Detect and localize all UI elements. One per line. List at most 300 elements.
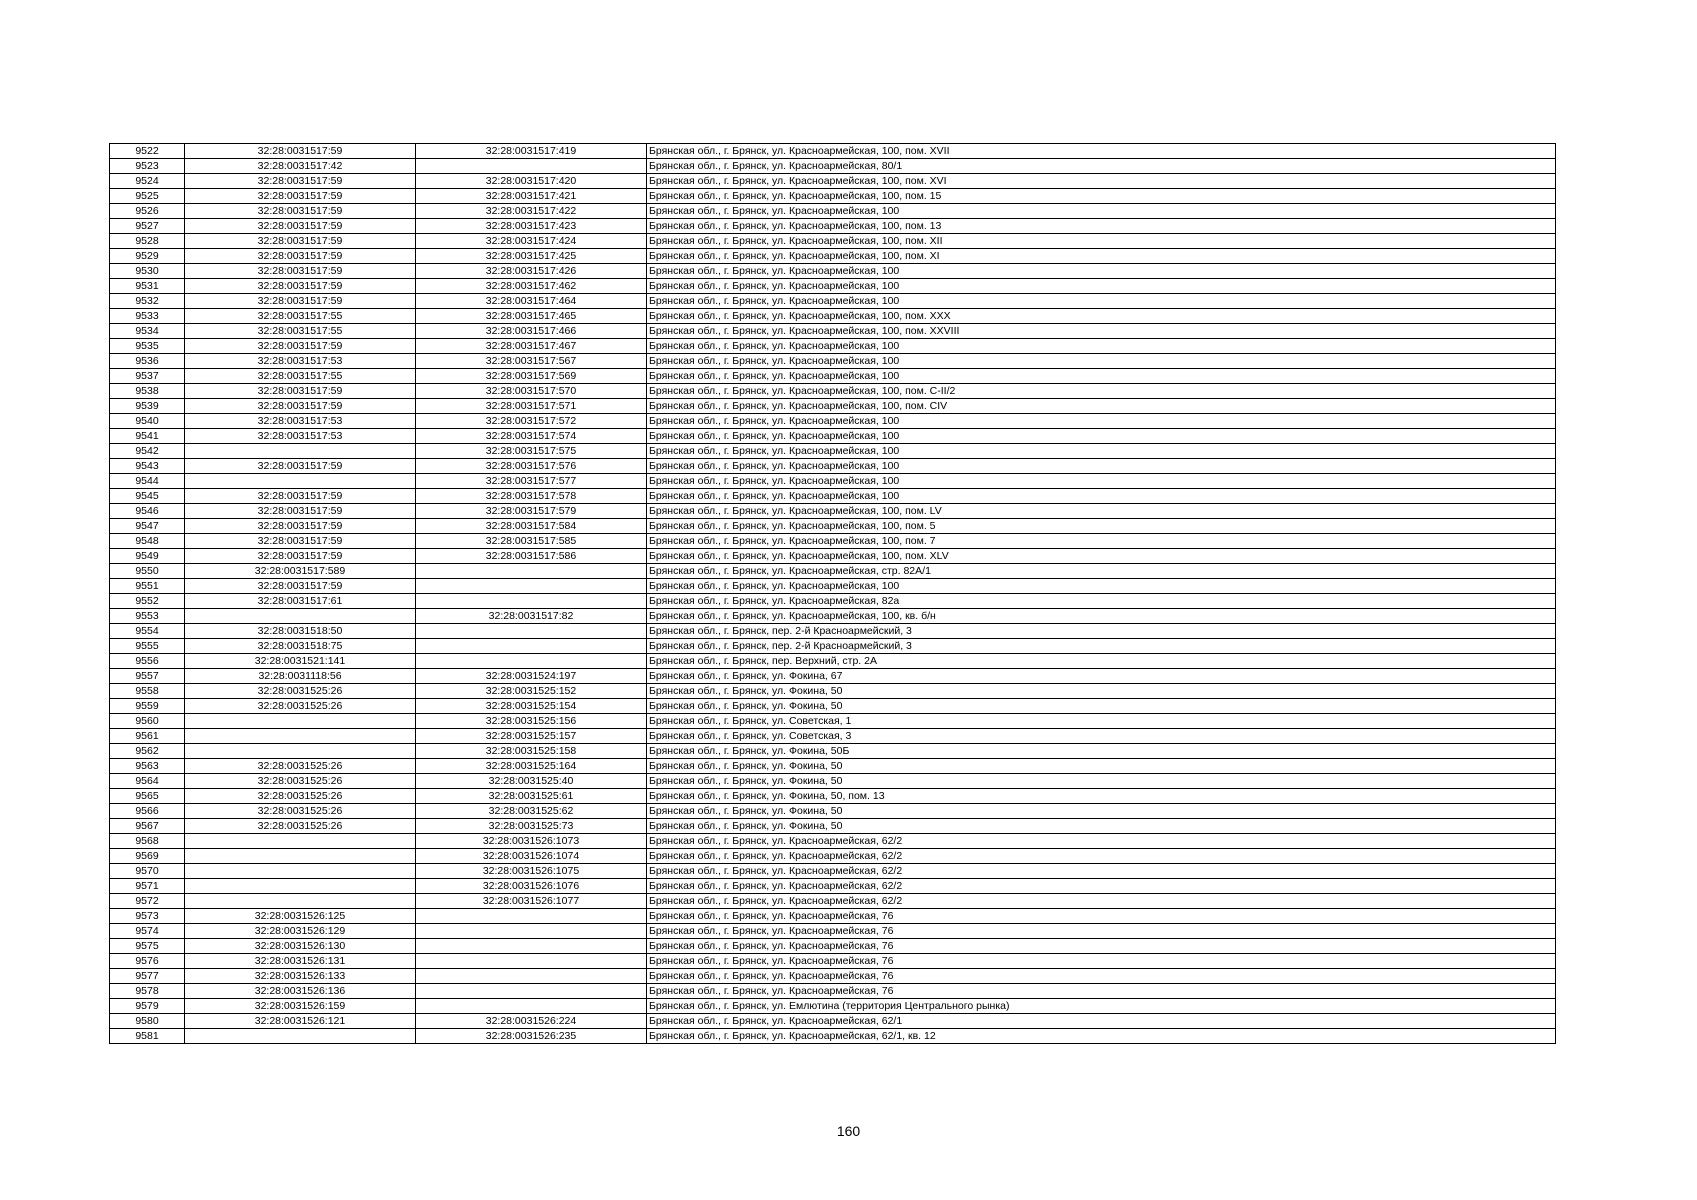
row-number-cell: 9561 bbox=[110, 729, 185, 744]
parcel-number-cell: 32:28:0031517:53 bbox=[185, 429, 416, 444]
object-number-cell: 32:28:0031526:1077 bbox=[416, 894, 647, 909]
object-number-cell: 32:28:0031526:1076 bbox=[416, 879, 647, 894]
object-number-cell: 32:28:0031517:419 bbox=[416, 144, 647, 159]
address-cell: Брянская обл., г. Брянск, ул. Красноармейская, 100, пом. 13 bbox=[647, 219, 1556, 234]
object-number-cell: 32:28:0031517:575 bbox=[416, 444, 647, 459]
table-row bbox=[110, 729, 1556, 744]
object-number-cell bbox=[416, 954, 647, 969]
object-number-cell: 32:28:0031517:584 bbox=[416, 519, 647, 534]
parcel-number-cell bbox=[185, 834, 416, 849]
parcel-number-cell: 32:28:0031517:59 bbox=[185, 189, 416, 204]
parcel-number-cell bbox=[185, 1029, 416, 1044]
table-row bbox=[110, 774, 1556, 789]
object-number-cell: 32:28:0031517:585 bbox=[416, 534, 647, 549]
parcel-number-cell: 32:28:0031517:53 bbox=[185, 414, 416, 429]
parcel-number-cell bbox=[185, 609, 416, 624]
address-cell: Брянская обл., г. Брянск, ул. Красноармейская, 62/2 bbox=[647, 879, 1556, 894]
table-row bbox=[110, 144, 1556, 159]
address-cell: Брянская обл., г. Брянск, ул. Красноармейская, 100 bbox=[647, 339, 1556, 354]
row-number-cell: 9559 bbox=[110, 699, 185, 714]
table-row bbox=[110, 969, 1556, 984]
parcel-number-cell bbox=[185, 864, 416, 879]
parcel-number-cell: 32:28:0031525:26 bbox=[185, 804, 416, 819]
table-row bbox=[110, 654, 1556, 669]
object-number-cell: 32:28:0031524:197 bbox=[416, 669, 647, 684]
parcel-number-cell: 32:28:0031526:121 bbox=[185, 1014, 416, 1029]
object-number-cell: 32:28:0031525:158 bbox=[416, 744, 647, 759]
table-row bbox=[110, 384, 1556, 399]
object-number-cell bbox=[416, 594, 647, 609]
parcel-number-cell: 32:28:0031517:59 bbox=[185, 384, 416, 399]
table-row bbox=[110, 504, 1556, 519]
address-cell: Брянская обл., г. Брянск, ул. Фокина, 50 bbox=[647, 804, 1556, 819]
object-number-cell: 32:28:0031517:579 bbox=[416, 504, 647, 519]
address-cell: Брянская обл., г. Брянск, ул. Красноармейская, 76 bbox=[647, 984, 1556, 999]
parcel-number-cell bbox=[185, 729, 416, 744]
table-row bbox=[110, 984, 1556, 999]
object-number-cell bbox=[416, 909, 647, 924]
row-number-cell: 9527 bbox=[110, 219, 185, 234]
parcel-number-cell: 32:28:0031526:125 bbox=[185, 909, 416, 924]
address-cell: Брянская обл., г. Брянск, пер. 2-й Красноармейский, 3 bbox=[647, 624, 1556, 639]
parcel-number-cell: 32:28:0031517:59 bbox=[185, 579, 416, 594]
table-row bbox=[110, 369, 1556, 384]
table-row bbox=[110, 444, 1556, 459]
object-number-cell: 32:28:0031526:235 bbox=[416, 1029, 647, 1044]
address-cell: Брянская обл., г. Брянск, ул. Красноармейская, 100 bbox=[647, 429, 1556, 444]
registry-table-body bbox=[110, 144, 1556, 1044]
row-number-cell: 9579 bbox=[110, 999, 185, 1014]
parcel-number-cell: 32:28:0031517:55 bbox=[185, 324, 416, 339]
address-cell: Брянская обл., г. Брянск, ул. Красноармейская, 100, пом. XLV bbox=[647, 549, 1556, 564]
table-row bbox=[110, 414, 1556, 429]
object-number-cell: 32:28:0031525:157 bbox=[416, 729, 647, 744]
row-number-cell: 9549 bbox=[110, 549, 185, 564]
row-number-cell: 9535 bbox=[110, 339, 185, 354]
table-row bbox=[110, 609, 1556, 624]
object-number-cell: 32:28:0031517:576 bbox=[416, 459, 647, 474]
parcel-number-cell: 32:28:0031526:159 bbox=[185, 999, 416, 1014]
row-number-cell: 9564 bbox=[110, 774, 185, 789]
address-cell: Брянская обл., г. Брянск, ул. Красноармейская, 62/1 bbox=[647, 1014, 1556, 1029]
address-cell: Брянская обл., г. Брянск, ул. Красноармейская, 100, пом. XVI bbox=[647, 174, 1556, 189]
table-row bbox=[110, 399, 1556, 414]
address-cell: Брянская обл., г. Брянск, ул. Красноармейская, 100, кв. б/н bbox=[647, 609, 1556, 624]
parcel-number-cell: 32:28:0031517:59 bbox=[185, 144, 416, 159]
address-cell: Брянская обл., г. Брянск, ул. Красноармейская, 100 bbox=[647, 204, 1556, 219]
parcel-number-cell: 32:28:0031517:59 bbox=[185, 219, 416, 234]
address-cell: Брянская обл., г. Брянск, ул. Красноармейская, 80/1 bbox=[647, 159, 1556, 174]
object-number-cell bbox=[416, 624, 647, 639]
object-number-cell: 32:28:0031525:156 bbox=[416, 714, 647, 729]
parcel-number-cell bbox=[185, 894, 416, 909]
object-number-cell: 32:28:0031526:1073 bbox=[416, 834, 647, 849]
address-cell: Брянская обл., г. Брянск, ул. Красноармейская, 100, пом. С-II/2 bbox=[647, 384, 1556, 399]
row-number-cell: 9556 bbox=[110, 654, 185, 669]
address-cell: Брянская обл., г. Брянск, ул. Красноармейская, 100, пом. CIV bbox=[647, 399, 1556, 414]
object-number-cell bbox=[416, 654, 647, 669]
table-row bbox=[110, 669, 1556, 684]
table-row bbox=[110, 999, 1556, 1014]
row-number-cell: 9555 bbox=[110, 639, 185, 654]
parcel-number-cell: 32:28:0031517:59 bbox=[185, 204, 416, 219]
object-number-cell bbox=[416, 639, 647, 654]
table-row bbox=[110, 804, 1556, 819]
parcel-number-cell: 32:28:0031526:133 bbox=[185, 969, 416, 984]
table-row bbox=[110, 534, 1556, 549]
parcel-number-cell: 32:28:0031517:59 bbox=[185, 459, 416, 474]
parcel-number-cell bbox=[185, 444, 416, 459]
address-cell: Брянская обл., г. Брянск, ул. Красноармейская, 100 bbox=[647, 294, 1556, 309]
parcel-number-cell: 32:28:0031517:53 bbox=[185, 354, 416, 369]
address-cell: Брянская обл., г. Брянск, ул. Красноармейская, 100, пом. XXVIII bbox=[647, 324, 1556, 339]
object-number-cell: 32:28:0031517:420 bbox=[416, 174, 647, 189]
registry-table bbox=[109, 143, 1556, 1044]
table-row bbox=[110, 1029, 1556, 1044]
address-cell: Брянская обл., г. Брянск, ул. Красноармейская, 100, пом. LV bbox=[647, 504, 1556, 519]
row-number-cell: 9571 bbox=[110, 879, 185, 894]
row-number-cell: 9557 bbox=[110, 669, 185, 684]
parcel-number-cell: 32:28:0031525:26 bbox=[185, 699, 416, 714]
address-cell: Брянская обл., г. Брянск, ул. Красноармейская, 76 bbox=[647, 939, 1556, 954]
address-cell: Брянская обл., г. Брянск, ул. Советская, 3 bbox=[647, 729, 1556, 744]
parcel-number-cell: 32:28:0031517:59 bbox=[185, 534, 416, 549]
parcel-number-cell: 32:28:0031525:26 bbox=[185, 759, 416, 774]
address-cell: Брянская обл., г. Брянск, ул. Красноармейская, стр. 82А/1 bbox=[647, 564, 1556, 579]
object-number-cell: 32:28:0031517:572 bbox=[416, 414, 647, 429]
row-number-cell: 9522 bbox=[110, 144, 185, 159]
row-number-cell: 9546 bbox=[110, 504, 185, 519]
row-number-cell: 9575 bbox=[110, 939, 185, 954]
row-number-cell: 9541 bbox=[110, 429, 185, 444]
parcel-number-cell: 32:28:0031517:59 bbox=[185, 549, 416, 564]
row-number-cell: 9526 bbox=[110, 204, 185, 219]
object-number-cell bbox=[416, 924, 647, 939]
parcel-number-cell: 32:28:0031517:59 bbox=[185, 279, 416, 294]
row-number-cell: 9558 bbox=[110, 684, 185, 699]
table-row bbox=[110, 204, 1556, 219]
row-number-cell: 9574 bbox=[110, 924, 185, 939]
table-row bbox=[110, 714, 1556, 729]
row-number-cell: 9545 bbox=[110, 489, 185, 504]
parcel-number-cell: 32:28:0031517:59 bbox=[185, 339, 416, 354]
address-cell: Брянская обл., г. Брянск, ул. Фокина, 50 bbox=[647, 699, 1556, 714]
address-cell: Брянская обл., г. Брянск, ул. Красноармейская, 76 bbox=[647, 969, 1556, 984]
table-row bbox=[110, 954, 1556, 969]
table-row bbox=[110, 549, 1556, 564]
parcel-number-cell: 32:28:0031118:56 bbox=[185, 669, 416, 684]
object-number-cell: 32:28:0031517:462 bbox=[416, 279, 647, 294]
object-number-cell: 32:28:0031525:62 bbox=[416, 804, 647, 819]
row-number-cell: 9523 bbox=[110, 159, 185, 174]
table-row bbox=[110, 879, 1556, 894]
table-row bbox=[110, 909, 1556, 924]
address-cell: Брянская обл., г. Брянск, ул. Фокина, 50Б bbox=[647, 744, 1556, 759]
table-row bbox=[110, 249, 1556, 264]
table-row bbox=[110, 324, 1556, 339]
object-number-cell: 32:28:0031517:571 bbox=[416, 399, 647, 414]
table-row bbox=[110, 159, 1556, 174]
row-number-cell: 9566 bbox=[110, 804, 185, 819]
table-row bbox=[110, 189, 1556, 204]
parcel-number-cell: 32:28:0031517:59 bbox=[185, 504, 416, 519]
address-cell: Брянская обл., г. Брянск, ул. Красноармейская, 100, пом. 15 bbox=[647, 189, 1556, 204]
object-number-cell bbox=[416, 564, 647, 579]
parcel-number-cell: 32:28:0031526:130 bbox=[185, 939, 416, 954]
parcel-number-cell bbox=[185, 744, 416, 759]
object-number-cell: 32:28:0031517:569 bbox=[416, 369, 647, 384]
parcel-number-cell bbox=[185, 714, 416, 729]
table-row bbox=[110, 1014, 1556, 1029]
address-cell: Брянская обл., г. Брянск, пер. 2-й Красноармейский, 3 bbox=[647, 639, 1556, 654]
address-cell: Брянская обл., г. Брянск, ул. Красноармейская, 82а bbox=[647, 594, 1556, 609]
table-row bbox=[110, 309, 1556, 324]
address-cell: Брянская обл., г. Брянск, ул. Красноармейская, 100 bbox=[647, 579, 1556, 594]
row-number-cell: 9530 bbox=[110, 264, 185, 279]
table-row bbox=[110, 744, 1556, 759]
row-number-cell: 9531 bbox=[110, 279, 185, 294]
table-row bbox=[110, 834, 1556, 849]
row-number-cell: 9534 bbox=[110, 324, 185, 339]
table-row bbox=[110, 924, 1556, 939]
address-cell: Брянская обл., г. Брянск, ул. Красноармейская, 76 bbox=[647, 909, 1556, 924]
row-number-cell: 9580 bbox=[110, 1014, 185, 1029]
row-number-cell: 9569 bbox=[110, 849, 185, 864]
parcel-number-cell: 32:28:0031525:26 bbox=[185, 789, 416, 804]
object-number-cell: 32:28:0031517:424 bbox=[416, 234, 647, 249]
row-number-cell: 9524 bbox=[110, 174, 185, 189]
object-number-cell: 32:28:0031517:578 bbox=[416, 489, 647, 504]
table-row bbox=[110, 339, 1556, 354]
address-cell: Брянская обл., г. Брянск, ул. Фокина, 50 bbox=[647, 774, 1556, 789]
row-number-cell: 9548 bbox=[110, 534, 185, 549]
parcel-number-cell: 32:28:0031517:55 bbox=[185, 369, 416, 384]
row-number-cell: 9538 bbox=[110, 384, 185, 399]
address-cell: Брянская обл., г. Брянск, ул. Красноармейская, 100 bbox=[647, 474, 1556, 489]
object-number-cell: 32:28:0031517:426 bbox=[416, 264, 647, 279]
table-row bbox=[110, 354, 1556, 369]
row-number-cell: 9565 bbox=[110, 789, 185, 804]
row-number-cell: 9562 bbox=[110, 744, 185, 759]
row-number-cell: 9560 bbox=[110, 714, 185, 729]
row-number-cell: 9570 bbox=[110, 864, 185, 879]
parcel-number-cell: 32:28:0031517:42 bbox=[185, 159, 416, 174]
address-cell: Брянская обл., г. Брянск, ул. Красноармейская, 76 bbox=[647, 954, 1556, 969]
row-number-cell: 9540 bbox=[110, 414, 185, 429]
table-row bbox=[110, 639, 1556, 654]
parcel-number-cell: 32:28:0031517:589 bbox=[185, 564, 416, 579]
parcel-number-cell: 32:28:0031518:50 bbox=[185, 624, 416, 639]
object-number-cell bbox=[416, 159, 647, 174]
address-cell: Брянская обл., г. Брянск, ул. Красноармейская, 62/1, кв. 12 bbox=[647, 1029, 1556, 1044]
object-number-cell: 32:28:0031526:224 bbox=[416, 1014, 647, 1029]
row-number-cell: 9552 bbox=[110, 594, 185, 609]
table-row bbox=[110, 219, 1556, 234]
address-cell: Брянская обл., г. Брянск, ул. Красноармейская, 76 bbox=[647, 924, 1556, 939]
object-number-cell: 32:28:0031525:164 bbox=[416, 759, 647, 774]
object-number-cell bbox=[416, 579, 647, 594]
row-number-cell: 9547 bbox=[110, 519, 185, 534]
row-number-cell: 9539 bbox=[110, 399, 185, 414]
row-number-cell: 9550 bbox=[110, 564, 185, 579]
address-cell: Брянская обл., г. Брянск, ул. Фокина, 50, пом. 13 bbox=[647, 789, 1556, 804]
table-row bbox=[110, 594, 1556, 609]
address-cell: Брянская обл., г. Брянск, ул. Красноармейская, 100 bbox=[647, 264, 1556, 279]
row-number-cell: 9537 bbox=[110, 369, 185, 384]
address-cell: Брянская обл., г. Брянск, ул. Фокина, 67 bbox=[647, 669, 1556, 684]
table-row bbox=[110, 459, 1556, 474]
row-number-cell: 9532 bbox=[110, 294, 185, 309]
row-number-cell: 9542 bbox=[110, 444, 185, 459]
address-cell: Брянская обл., г. Брянск, ул. Красноармейская, 100, пом. 5 bbox=[647, 519, 1556, 534]
table-row bbox=[110, 819, 1556, 834]
table-row bbox=[110, 624, 1556, 639]
address-cell: Брянская обл., г. Брянск, ул. Емлютина (территория Центрального рынка) bbox=[647, 999, 1556, 1014]
parcel-number-cell: 32:28:0031517:59 bbox=[185, 249, 416, 264]
address-cell: Брянская обл., г. Брянск, ул. Фокина, 50 bbox=[647, 759, 1556, 774]
parcel-number-cell: 32:28:0031517:59 bbox=[185, 264, 416, 279]
address-cell: Брянская обл., г. Брянск, ул. Советская, 1 bbox=[647, 714, 1556, 729]
page-number: 160 bbox=[836, 1123, 861, 1139]
parcel-number-cell: 32:28:0031518:75 bbox=[185, 639, 416, 654]
parcel-number-cell: 32:28:0031526:131 bbox=[185, 954, 416, 969]
row-number-cell: 9533 bbox=[110, 309, 185, 324]
row-number-cell: 9581 bbox=[110, 1029, 185, 1044]
address-cell: Брянская обл., г. Брянск, ул. Красноармейская, 62/2 bbox=[647, 864, 1556, 879]
row-number-cell: 9536 bbox=[110, 354, 185, 369]
parcel-number-cell: 32:28:0031525:26 bbox=[185, 819, 416, 834]
parcel-number-cell: 32:28:0031521:141 bbox=[185, 654, 416, 669]
object-number-cell: 32:28:0031517:425 bbox=[416, 249, 647, 264]
object-number-cell bbox=[416, 939, 647, 954]
object-number-cell: 32:28:0031517:423 bbox=[416, 219, 647, 234]
object-number-cell: 32:28:0031525:152 bbox=[416, 684, 647, 699]
table-row bbox=[110, 789, 1556, 804]
address-cell: Брянская обл., г. Брянск, ул. Красноармейская, 100, пом. 7 bbox=[647, 534, 1556, 549]
object-number-cell: 32:28:0031517:466 bbox=[416, 324, 647, 339]
parcel-number-cell: 32:28:0031525:26 bbox=[185, 774, 416, 789]
table-row bbox=[110, 174, 1556, 189]
object-number-cell: 32:28:0031517:421 bbox=[416, 189, 647, 204]
object-number-cell: 32:28:0031517:570 bbox=[416, 384, 647, 399]
parcel-number-cell: 32:28:0031526:129 bbox=[185, 924, 416, 939]
address-cell: Брянская обл., г. Брянск, ул. Красноармейская, 100 bbox=[647, 489, 1556, 504]
address-cell: Брянская обл., г. Брянск, ул. Красноармейская, 100 bbox=[647, 414, 1556, 429]
parcel-number-cell: 32:28:0031517:59 bbox=[185, 234, 416, 249]
table-row bbox=[110, 759, 1556, 774]
parcel-number-cell: 32:28:0031517:55 bbox=[185, 309, 416, 324]
parcel-number-cell: 32:28:0031517:59 bbox=[185, 294, 416, 309]
object-number-cell: 32:28:0031526:1074 bbox=[416, 849, 647, 864]
object-number-cell: 32:28:0031517:574 bbox=[416, 429, 647, 444]
row-number-cell: 9578 bbox=[110, 984, 185, 999]
address-cell: Брянская обл., г. Брянск, ул. Красноармейская, 62/2 bbox=[647, 834, 1556, 849]
object-number-cell: 32:28:0031525:40 bbox=[416, 774, 647, 789]
object-number-cell: 32:28:0031525:61 bbox=[416, 789, 647, 804]
table-row bbox=[110, 474, 1556, 489]
parcel-number-cell bbox=[185, 474, 416, 489]
parcel-number-cell bbox=[185, 879, 416, 894]
row-number-cell: 9553 bbox=[110, 609, 185, 624]
table-row bbox=[110, 849, 1556, 864]
parcel-number-cell: 32:28:0031526:136 bbox=[185, 984, 416, 999]
object-number-cell: 32:28:0031517:464 bbox=[416, 294, 647, 309]
table-row bbox=[110, 939, 1556, 954]
object-number-cell: 32:28:0031517:422 bbox=[416, 204, 647, 219]
table-row bbox=[110, 234, 1556, 249]
address-cell: Брянская обл., г. Брянск, ул. Красноармейская, 100 bbox=[647, 279, 1556, 294]
parcel-number-cell: 32:28:0031517:59 bbox=[185, 489, 416, 504]
row-number-cell: 9563 bbox=[110, 759, 185, 774]
address-cell: Брянская обл., г. Брянск, ул. Красноармейская, 100, пом. XXX bbox=[647, 309, 1556, 324]
row-number-cell: 9525 bbox=[110, 189, 185, 204]
object-number-cell bbox=[416, 984, 647, 999]
address-cell: Брянская обл., г. Брянск, ул. Фокина, 50 bbox=[647, 684, 1556, 699]
row-number-cell: 9577 bbox=[110, 969, 185, 984]
address-cell: Брянская обл., г. Брянск, ул. Красноармейская, 62/2 bbox=[647, 849, 1556, 864]
row-number-cell: 9528 bbox=[110, 234, 185, 249]
object-number-cell: 32:28:0031517:465 bbox=[416, 309, 647, 324]
object-number-cell: 32:28:0031526:1075 bbox=[416, 864, 647, 879]
address-cell: Брянская обл., г. Брянск, ул. Красноармейская, 100 bbox=[647, 459, 1556, 474]
object-number-cell: 32:28:0031517:577 bbox=[416, 474, 647, 489]
table-row bbox=[110, 279, 1556, 294]
table-row bbox=[110, 264, 1556, 279]
parcel-number-cell bbox=[185, 849, 416, 864]
row-number-cell: 9529 bbox=[110, 249, 185, 264]
row-number-cell: 9573 bbox=[110, 909, 185, 924]
parcel-number-cell: 32:28:0031525:26 bbox=[185, 684, 416, 699]
parcel-number-cell: 32:28:0031517:59 bbox=[185, 174, 416, 189]
table-row bbox=[110, 519, 1556, 534]
table-row bbox=[110, 894, 1556, 909]
row-number-cell: 9544 bbox=[110, 474, 185, 489]
table-row bbox=[110, 684, 1556, 699]
address-cell: Брянская обл., г. Брянск, ул. Красноармейская, 100, пом. XII bbox=[647, 234, 1556, 249]
row-number-cell: 9572 bbox=[110, 894, 185, 909]
address-cell: Брянская обл., г. Брянск, ул. Красноармейская, 100 bbox=[647, 444, 1556, 459]
table-row bbox=[110, 699, 1556, 714]
row-number-cell: 9568 bbox=[110, 834, 185, 849]
row-number-cell: 9567 bbox=[110, 819, 185, 834]
parcel-number-cell: 32:28:0031517:59 bbox=[185, 519, 416, 534]
table-row bbox=[110, 489, 1556, 504]
address-cell: Брянская обл., г. Брянск, ул. Красноармейская, 100 bbox=[647, 369, 1556, 384]
table-row bbox=[110, 564, 1556, 579]
address-cell: Брянская обл., г. Брянск, ул. Красноармейская, 100, пом. XI bbox=[647, 249, 1556, 264]
object-number-cell bbox=[416, 999, 647, 1014]
address-cell: Брянская обл., г. Брянск, ул. Красноармейская, 100, пом. XVII bbox=[647, 144, 1556, 159]
row-number-cell: 9551 bbox=[110, 579, 185, 594]
row-number-cell: 9554 bbox=[110, 624, 185, 639]
object-number-cell: 32:28:0031525:154 bbox=[416, 699, 647, 714]
object-number-cell: 32:28:0031517:586 bbox=[416, 549, 647, 564]
parcel-number-cell: 32:28:0031517:61 bbox=[185, 594, 416, 609]
row-number-cell: 9543 bbox=[110, 459, 185, 474]
object-number-cell: 32:28:0031525:73 bbox=[416, 819, 647, 834]
object-number-cell: 32:28:0031517:567 bbox=[416, 354, 647, 369]
table-row bbox=[110, 294, 1556, 309]
table-row bbox=[110, 579, 1556, 594]
address-cell: Брянская обл., г. Брянск, ул. Фокина, 50 bbox=[647, 819, 1556, 834]
table-row bbox=[110, 429, 1556, 444]
address-cell: Брянская обл., г. Брянск, ул. Красноармейская, 62/2 bbox=[647, 894, 1556, 909]
object-number-cell bbox=[416, 969, 647, 984]
object-number-cell: 32:28:0031517:82 bbox=[416, 609, 647, 624]
address-cell: Брянская обл., г. Брянск, пер. Верхний, стр. 2А bbox=[647, 654, 1556, 669]
row-number-cell: 9576 bbox=[110, 954, 185, 969]
table-row bbox=[110, 864, 1556, 879]
